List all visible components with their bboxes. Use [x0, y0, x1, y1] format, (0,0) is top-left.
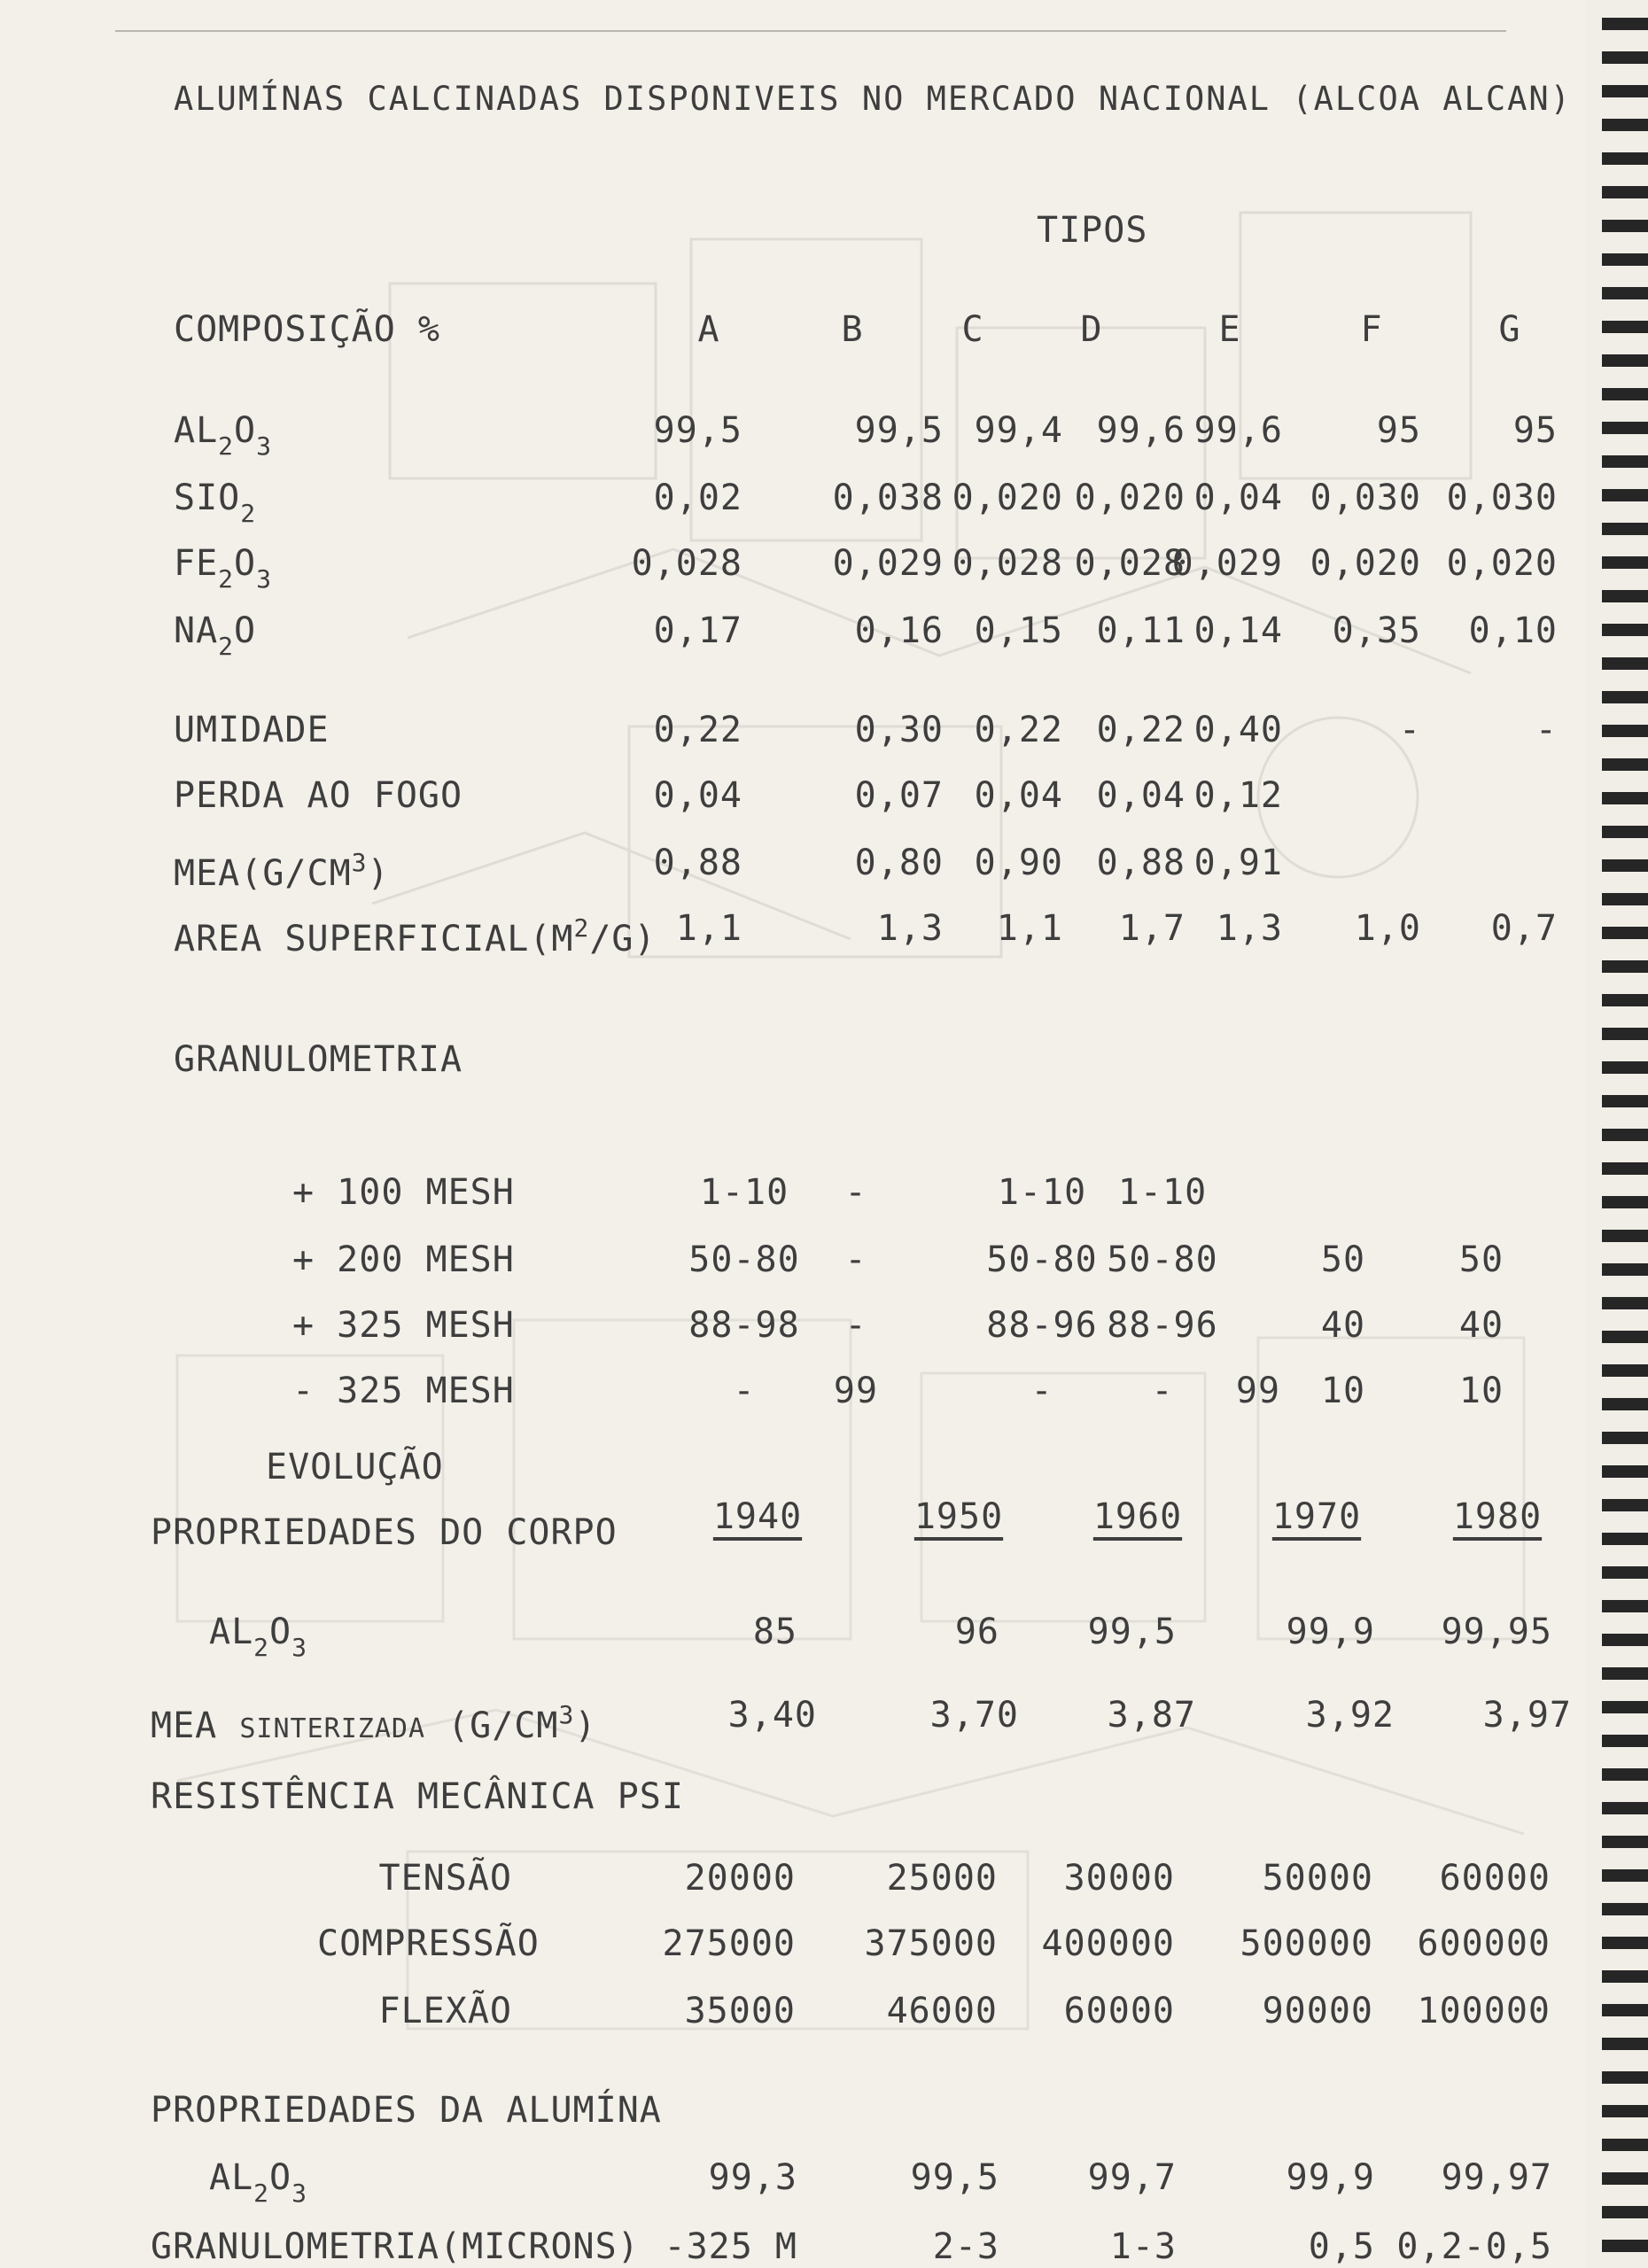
year-1950: 1950 — [913, 1496, 1004, 1537]
granulometry-cell: - — [844, 1239, 867, 1280]
composition-row-label: UMIDADE — [174, 710, 330, 750]
composition-cell: 99,5 — [653, 410, 742, 451]
year-1960: 1960 — [1092, 1496, 1183, 1537]
alumina-cell: 99,7 — [1087, 2157, 1177, 2198]
type-header-g: G — [1498, 309, 1521, 350]
alumina-row-label: $AL_2O_3$ — [209, 2157, 307, 2208]
composition-cell: 0,020 — [1074, 478, 1185, 518]
composition-cell: 99,4 — [974, 410, 1063, 451]
composition-label-header: COMPOSIÇÃO % — [174, 309, 440, 350]
composition-cell: 0,7 — [1490, 908, 1558, 949]
composition-row-label: $NA_2O$ — [174, 610, 257, 661]
resistance-cell: 46000 — [886, 1991, 998, 2031]
granulometry-row-label: + 100 MESH — [292, 1172, 515, 1213]
resistance-cell: 100000 — [1417, 1991, 1551, 2031]
composition-cell: 0,22 — [1096, 710, 1185, 750]
resistance-header: RESISTÊNCIA MECÂNICA PSI — [151, 1776, 684, 1817]
evolution-al2o3-cell: 99,5 — [1087, 1612, 1177, 1652]
granulometry-cell: - — [844, 1172, 867, 1213]
granulometry-cell: 40 — [1320, 1305, 1366, 1346]
composition-cell: 0,028 — [1074, 543, 1185, 584]
resistance-row-label: TENSÃO — [378, 1858, 512, 1899]
composition-cell: 0,020 — [1446, 543, 1558, 584]
composition-cell: 1,3 — [876, 908, 944, 949]
composition-cell: 99,6 — [1193, 410, 1283, 451]
composition-row-label: $SIO_2$ — [174, 478, 257, 528]
composition-cell: 0,80 — [854, 843, 944, 883]
resistance-cell: 35000 — [684, 1991, 796, 2031]
composition-cell: 0,15 — [974, 610, 1063, 651]
granulometry-cell: - — [844, 1305, 867, 1346]
mea-sinterizada-label: MEA SINTERIZADA $(G/CM^3)$ — [151, 1700, 597, 1746]
resistance-cell: 400000 — [1041, 1923, 1175, 1964]
composition-row-label: AREA $SUPERFICIAL(M^2/G)$ — [174, 913, 657, 959]
composition-row-label: PERDA AO FOGO — [174, 775, 463, 816]
composition-cell: 0,030 — [1310, 478, 1421, 518]
composition-cell: 0,22 — [974, 710, 1063, 750]
alumina-header: PROPRIEDADES DA ALUMÍNA — [151, 2090, 662, 2131]
evolution-al2o3-cell: 85 — [752, 1612, 797, 1652]
composition-cell: 0,10 — [1468, 610, 1558, 651]
composition-cell: 0,038 — [832, 478, 944, 518]
composition-cell: 0,88 — [1096, 843, 1185, 883]
year-1980: 1980 — [1452, 1496, 1543, 1537]
composition-cell: 0,35 — [1332, 610, 1421, 651]
page-title: ALUMÍNAS CALCINADAS DISPONIVEIS NO MERCADO NACIONAL (ALCOA ALCAN) — [174, 80, 1572, 118]
granulometry-cell: 10 — [1320, 1371, 1366, 1411]
composition-cell: 0,02 — [653, 478, 742, 518]
granulometry-cell: 50 — [1458, 1239, 1504, 1280]
composition-cell: 99,6 — [1096, 410, 1185, 451]
evolution-title: EVOLUÇÃO — [266, 1447, 444, 1487]
granulometry-cell: 50-80 — [986, 1239, 1098, 1280]
composition-cell: 0,07 — [854, 775, 944, 816]
composition-cell: 99,5 — [854, 410, 944, 451]
evolution-al2o3-cell: 96 — [954, 1612, 999, 1652]
alumina-cell: 2-3 — [932, 2226, 999, 2267]
composition-cell: 1,0 — [1354, 908, 1421, 949]
composition-cell: 0,04 — [1096, 775, 1185, 816]
composition-cell: 0,14 — [1193, 610, 1283, 651]
composition-cell: - — [1535, 710, 1558, 750]
composition-cell: 0,12 — [1193, 775, 1283, 816]
granulometry-cell: 99 — [833, 1371, 879, 1411]
resistance-cell: 50000 — [1262, 1858, 1373, 1899]
granulometry-row-label: + 325 MESH — [292, 1305, 515, 1346]
granulometry-cell: 50-80 — [1107, 1239, 1218, 1280]
type-header-d: D — [1080, 309, 1103, 350]
composition-cell: 0,17 — [653, 610, 742, 651]
resistance-cell: 20000 — [684, 1858, 796, 1899]
composition-cell: 0,028 — [952, 543, 1063, 584]
tipos-header: TIPOS — [1037, 210, 1148, 251]
evolution-mea-cell: 3,40 — [727, 1695, 817, 1736]
evolution-mea-cell: 3,92 — [1305, 1695, 1395, 1736]
resistance-cell: 375000 — [864, 1923, 998, 1964]
type-header-b: B — [841, 309, 864, 350]
composition-cell: 1,1 — [996, 908, 1063, 949]
granulometry-cell: 1-10 — [1117, 1172, 1208, 1213]
type-header-c: C — [961, 309, 984, 350]
granulometry-cell: 1-10 — [997, 1172, 1087, 1213]
evolution-al2o3-cell: 99,95 — [1441, 1612, 1552, 1652]
year-1970: 1970 — [1271, 1496, 1362, 1537]
composition-cell: 0,029 — [1171, 543, 1283, 584]
resistance-row-label: FLEXÃO — [378, 1991, 512, 2031]
granulometry-cell: 1-10 — [699, 1172, 789, 1213]
resistance-cell: 500000 — [1240, 1923, 1373, 1964]
granulometry-cell: 50 — [1320, 1239, 1366, 1280]
alumina-cell: 0,2-0,5 — [1396, 2226, 1552, 2267]
granulometry-heading: GRANULOMETRIA — [174, 1039, 463, 1080]
year-1940: 1940 — [712, 1496, 803, 1537]
composition-cell: 0,04 — [1193, 478, 1283, 518]
spiral-binding — [1586, 0, 1648, 2268]
composition-cell: 0,029 — [832, 543, 944, 584]
composition-cell: 0,030 — [1446, 478, 1558, 518]
type-header-a: A — [697, 309, 720, 350]
alumina-cell: 99,3 — [708, 2157, 797, 2198]
granulometry-cell: 40 — [1458, 1305, 1504, 1346]
composition-row-label: $FE_2O_3$ — [174, 543, 272, 594]
alumina-cell: 99,5 — [910, 2157, 999, 2198]
composition-row-label: $MEA(G/CM^3)$ — [174, 848, 390, 894]
resistance-row-label: COMPRESSÃO — [317, 1923, 540, 1964]
resistance-cell: 600000 — [1417, 1923, 1551, 1964]
granulometry-cell: 88-96 — [1107, 1305, 1218, 1346]
alumina-row-label: GRANULOMETRIA(MICRONS) — [151, 2226, 640, 2267]
evolution-mea-cell: 3,70 — [929, 1695, 1019, 1736]
alumina-cell: 99,9 — [1286, 2157, 1375, 2198]
al2o3-label: $AL_2O_3$ — [209, 1612, 307, 1662]
composition-cell: 1,7 — [1118, 908, 1185, 949]
composition-cell: 0,028 — [631, 543, 742, 584]
evolution-al2o3-cell: 99,9 — [1286, 1612, 1375, 1652]
granulometry-cell: 10 — [1458, 1371, 1504, 1411]
composition-cell: 0,40 — [1193, 710, 1283, 750]
resistance-cell: 90000 — [1262, 1991, 1373, 2031]
composition-cell: 1,3 — [1216, 908, 1283, 949]
composition-row-label: $AL_2O_3$ — [174, 410, 272, 461]
composition-cell: 95 — [1512, 410, 1558, 451]
granulometry-cell: 50-80 — [688, 1239, 800, 1280]
type-header-f: F — [1360, 309, 1383, 350]
composition-cell: 0,91 — [1193, 843, 1283, 883]
composition-cell: 0,30 — [854, 710, 944, 750]
evolution-mea-cell: 3,87 — [1107, 1695, 1196, 1736]
composition-cell: 0,020 — [952, 478, 1063, 518]
granulometry-cell: - — [733, 1371, 756, 1411]
evolution-mea-cell: 3,97 — [1482, 1695, 1572, 1736]
alumina-cell: 99,97 — [1441, 2157, 1552, 2198]
resistance-cell: 25000 — [886, 1858, 998, 1899]
granulometry-cell: 88-96 — [986, 1305, 1098, 1346]
alumina-cell: 1-3 — [1109, 2226, 1177, 2267]
resistance-cell: 275000 — [662, 1923, 796, 1964]
resistance-cell: 30000 — [1063, 1858, 1175, 1899]
granulometry-row-label: - 325 MESH — [292, 1371, 515, 1411]
granulometry-cell: 99 — [1235, 1371, 1281, 1411]
composition-cell: 0,04 — [974, 775, 1063, 816]
resistance-cell: 60000 — [1063, 1991, 1175, 2031]
evolution-body-header: PROPRIEDADES DO CORPO — [151, 1512, 618, 1553]
granulometry-cell: - — [1151, 1371, 1174, 1411]
composition-cell: 0,020 — [1310, 543, 1421, 584]
composition-cell: 95 — [1376, 410, 1421, 451]
composition-cell: 1,1 — [675, 908, 742, 949]
composition-cell: - — [1398, 710, 1421, 750]
composition-cell: 0,04 — [653, 775, 742, 816]
granulometry-cell: 88-98 — [688, 1305, 800, 1346]
composition-cell: 0,88 — [653, 843, 742, 883]
composition-cell: 0,11 — [1096, 610, 1185, 651]
granulometry-cell: - — [1030, 1371, 1053, 1411]
type-header-e: E — [1218, 309, 1241, 350]
top-rule — [115, 30, 1506, 32]
composition-cell: 0,16 — [854, 610, 944, 651]
composition-cell: 0,22 — [653, 710, 742, 750]
alumina-cell: -325 M — [664, 2226, 797, 2267]
resistance-cell: 60000 — [1439, 1858, 1551, 1899]
composition-cell: 0,90 — [974, 843, 1063, 883]
alumina-cell: 0,5 — [1308, 2226, 1375, 2267]
granulometry-row-label: + 200 MESH — [292, 1239, 515, 1280]
